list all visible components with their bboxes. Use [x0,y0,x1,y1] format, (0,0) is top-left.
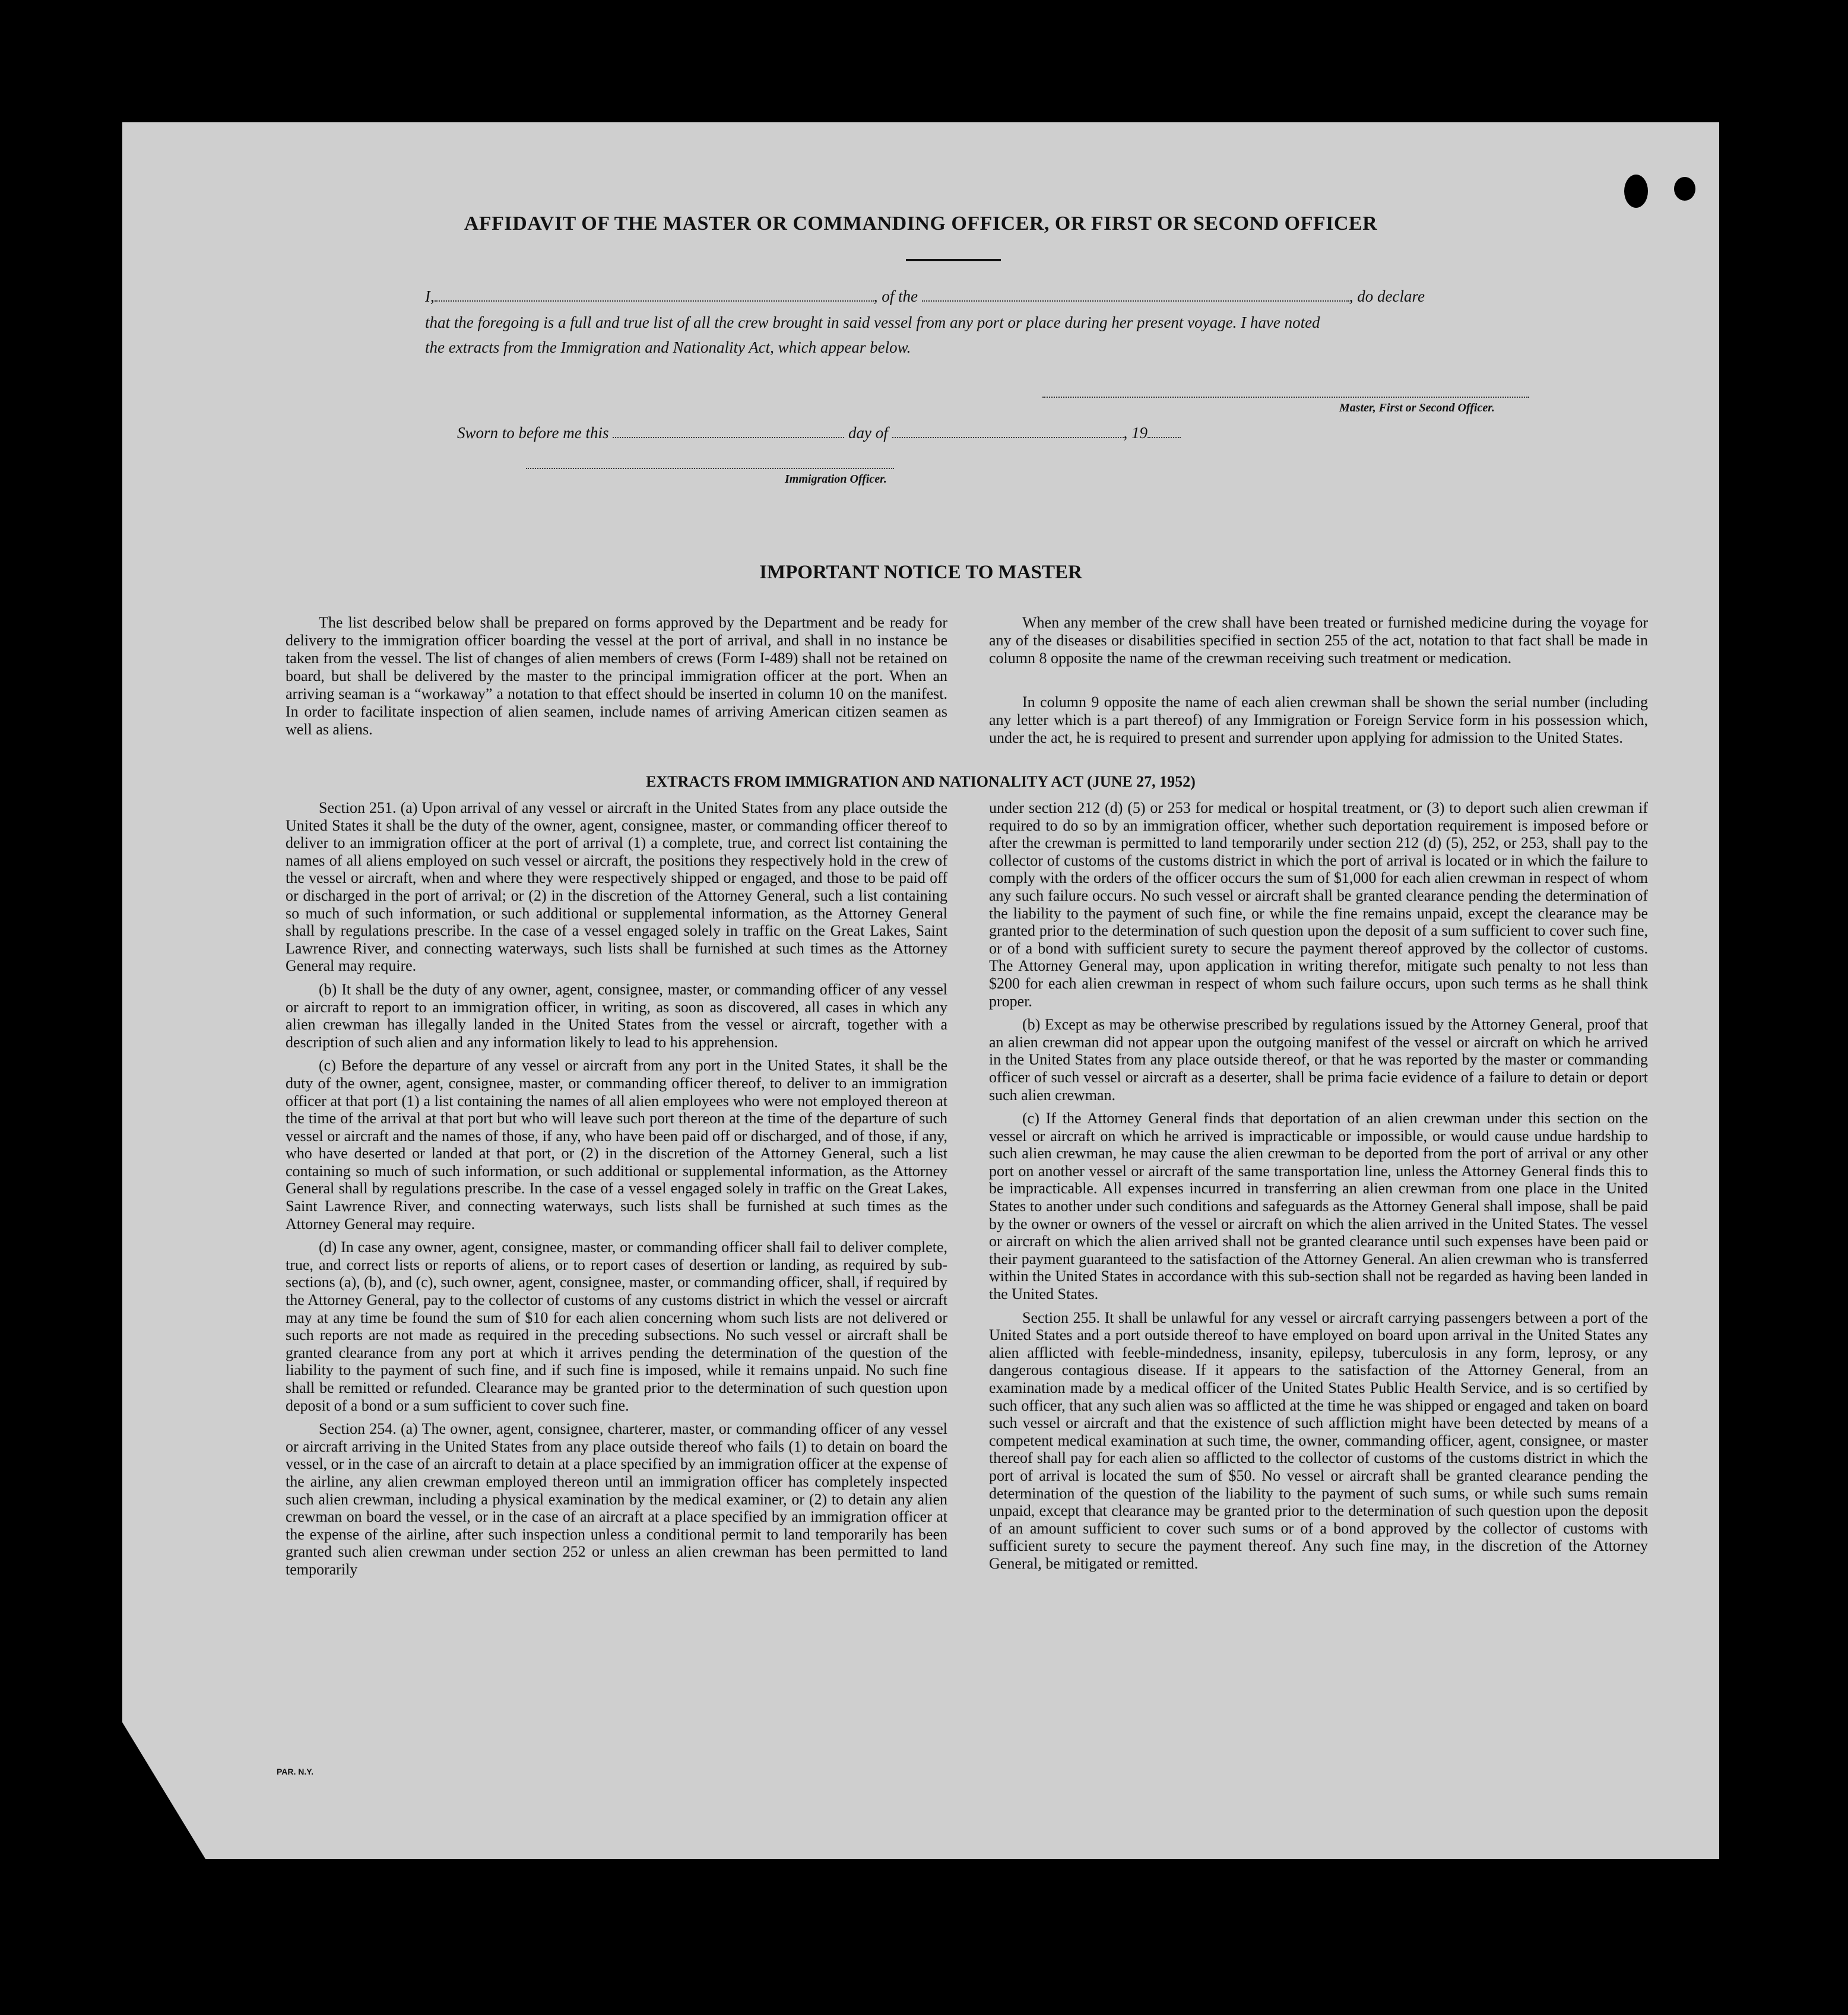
section-251-a: Section 251. (a) Upon arrival of any vessel or aircraft in the United States from any place outside the United States it shall be the duty of the owner, agent, consignee, master, or commanding officer thereof to deliver to an immigration officer at the port of arrival (1) a complete, true, and correct list containing the names of all aliens employed on such vessel or aircraft, the positions they respectively hold in the crew of the vessel or aircraft, when and where they were respectively shipped or engaged, and those to be paid off or discharged in the port of arrival; or (2) in the discretion of the Attorney General, such a list containing so much of such information, or such additional or supplemental information, as the Attorney General shall by regulations prescribe. In the case of a vessel engaged solely in traffic on the Great Lakes, Saint Lawrence River, and connecting waterways, such lists shall be furnished at such times as the Attorney General may require. [286,799,947,975]
section-254-a: Section 254. (a) The owner, agent, consignee, charterer, master, or commanding officer of any vessel or aircraft arriving in the United States from any place outside thereof who fails (1) to detain on board the vessel, or in the case of an aircraft to detain at a place specified by an immigration officer at the expense of the airline, any alien crewman employed thereon until an immigration officer has completely inspected such alien crewman, including a physical examination by the medical examiner, or (2) to detain any alien crewman on board the vessel, or in the case of an aircraft at a place specified by an immigration officer at the expense of the airline, after such inspection unless a conditional permit to land temporarily has been granted such alien crewman under section 252 or unless an alien crewman has been permitted to land temporarily [286,1420,947,1578]
section-251-d: (d) In case any owner, agent, consignee, master, or commanding officer shall fail to deliver complete, true, and correct lists or reports of aliens, or to report cases of desertion or landing, as required by sub-sections (a), (b), and (c), such owner, agent, consignee, master, or commanding officer, shall, if required by the Attorney General, pay to the collector of customs of any customs district in which the vessel or aircraft may at any time be found the sum of $10 for each alien concerning whom such lists are not delivered or such reports are not made as required in the preceding subsections. No such vessel or aircraft shall be granted clearance from any port at which it arrives pending the determination of the question of the liability to the payment of such fine, and if such fine is imposed, while it remains unpaid. No such fine shall be remitted or refunded. Clearance may be granted prior to the determination of such question upon deposit of a bond or a sum sufficient to cover such fine. [286,1238,947,1414]
punch-hole [1624,175,1648,208]
punch-hole [1674,177,1695,201]
vessel-blank[interactable] [922,300,1349,302]
declaration-do-declare: , do declare [1349,287,1425,305]
declaration-of-the: , of the [873,287,918,305]
section-254-c: (c) If the Attorney General finds that deportation of an alien crewman under this section on the vessel or aircraft on which he arrived is impracticable or impossible, or would cause undue hardship to such alien crewman, he may cause the alien crewman to be deported from the port of arrival or any other port on another vessel or aircraft of the same transportation line, unless the Attorney General finds this to be impracticable. All expenses incurred in transferring an alien crewman from one place in the United States to another under such conditions and safeguards as the Attorney General shall impose, shall be paid by the owner or owners of the vessel or aircraft on which the alien arrived in the United States. The vessel or aircraft on which the alien arrived shall not be granted clearance until such expenses have been paid or their payment guaranteed to the satisfaction of the Attorney General. An alien crewman who is transferred within the United States in accordance with this sub-section shall not be regarded as having been landed in the United States. [989,1110,1648,1303]
declaration-line-2: that the foregoing is a full and true list of all the crew brought in said vessel from any port or place during her present voyage. I have noted [425,313,1320,331]
declaration-line-1 [425,287,1425,306]
notice-left-paragraph: The list described below shall be prepared on forms approved by the Department and be ready for delivery to the immigration officer boarding the vessel at the port of arrival, and shall in no instance be taken from the vessel. The list of changes of alien members of crews (Form I-489) shall not be retained on board, but shall be delivered by the master to the principal immigration officer at the port. When an arriving seaman is a “workaway” a notation to that effect should be inserted in column 10 on the manifest. In order to facilitate inspection of alien seamen, include names of arriving American citizen seamen as well as aliens. [286,614,947,738]
notice-title: IMPORTANT NOTICE TO MASTER [759,562,1082,583]
master-signature-label: Master, First or Second Officer. [1339,401,1495,414]
section-251-b: (b) It shall be the duty of any owner, agent, consignee, master, or commanding officer of any vessel or aircraft to report to an immigration officer, in writing, as soon as discovered, all cases in which any alien crewman has illegally landed in the United States from the vessel or aircraft, together with a description of such alien and any information likely to lead to his apprehension. [286,980,947,1051]
extracts-title: EXTRACTS FROM IMMIGRATION AND NATIONALITY ACT (JUNE 27, 1952) [646,773,1196,790]
sworn-year: , 19 [1123,424,1148,442]
sworn-text: Sworn to before me this [457,424,609,442]
section-251-c: (c) Before the departure of any vessel or aircraft from any port in the United States, it shall be the duty of the owner, agent, consignee, master, or commanding officer thereof, to deliver to an immigration officer at that port (1) a list containing the names of all alien employees who were not employed thereon at the time of the arrival at that port but who will leave such port thereon at the time of the departure of such vessel or aircraft and the names of those, if any, who have been paid off or discharged, and of those, if any, who have deserted or landed at that port, or (2) in the discretion of the Attorney General, such a list containing so much of such information, or such additional or supplemental information, as the Attorney General shall by regulations prescribe. In the case of a vessel engaged solely in traffic on the Great Lakes, Saint Lawrence River, and connecting waterways, such lists shall be furnished at such times as the Attorney General may require. [286,1057,947,1233]
document-page [122,122,1719,1859]
declaration-i: I, [425,287,435,305]
notice-right-paragraph-2: In column 9 opposite the name of each alien crewman shall be shown the serial number (including any letter which is a part thereof) of any Immigration or Foreign Service form in his possession which, under the act, he is required to present and surrender upon applying for admission to the United States. [989,693,1648,746]
section-255: Section 255. It shall be unlawful for any vessel or aircraft carrying passengers between a port of the United States and a port outside thereof to have employed on board upon arrival in the United States any alien afflicted with feeble-mindedness, insanity, epilepsy, tuberculosis in any form, leprosy, or any dangerous contagious disease. If it appears to the satisfaction of the Attorney General, from an examination made by a medical officer of the United States Public Health Service, and is so certified by such officer, that any such alien was so afflicted at the time he was shipped or engaged and taken on board such vessel or aircraft and that the existence of such affliction might have been detected by means of a competent medical examination at such time, the owner, commanding officer, agent, consignee, or master thereof shall pay for each alien so afflicted to the collector of customs of the customs district in which the port of arrival is located the sum of $50. No vessel or aircraft shall be granted clearance pending the determination of the question of the liability to the payment of such sums, or while such sums remain unpaid, except that clearance may be granted prior to the determination of such question upon the deposit of an amount sufficient to cover such sums or of a bond approved by the collector of customs with sufficient surety to secure the payment thereof. Any such fine may, in the discretion of the Attorney General, be mitigated or remitted. [989,1309,1648,1572]
title-rule [906,259,1001,261]
section-254-b: (b) Except as may be otherwise prescribed by regulations issued by the Attorney General, proof that an alien crewman did not appear upon the outgoing manifest of the vessel or aircraft on which he arrived in the United States from any place outside thereof, or that he was reported by the master or commanding officer of such vessel or aircraft as a deserter, shall be prima facie evidence of a failure to detain or deport such alien crewman. [989,1016,1648,1104]
extracts-left-column [286,799,947,1585]
officer-signature-line[interactable] [526,468,894,469]
name-blank[interactable] [435,300,874,302]
extracts-right-column [989,799,1648,1579]
declaration-line-3: the extracts from the Immigration and Nationality Act, which appear below. [425,338,911,356]
sworn-day-blank[interactable] [613,436,844,438]
section-254-a-continued: under section 212 (d) (5) or 253 for medical or hospital treatment, or (3) to deport such alien crewman if required to do so by an immigration officer, whether such deportation requirement is imposed before or after the crewman is permitted to land temporarily under section 212 (d) (5), 252, or 253, shall pay to the collector of customs of the customs district in which the port of arrival is located or in which the failure to comply with the orders of the officer occurs the sum of $1,000 for each alien crewman in respect of whom any such failure occurs. No such vessel or aircraft shall be granted clearance pending the determination of the liability to the payment of such fine, or while the fine remains unpaid, except the clearance may be granted prior to the determination of such question upon the deposit of a sum sufficient to cover such fine, or of a bond with sufficient surety to secure the payment thereof approved by the collector of customs. The Attorney General may, upon application in writing therefor, mitigate such penalty to not less than $200 for each alien crewman in respect of whom such failure occurs, upon such terms as he shall think proper. [989,799,1648,1010]
sworn-day-of: day of [848,424,888,442]
form-print-code: PAR. N.Y. [277,1767,313,1776]
sworn-line [457,424,1181,442]
affidavit-title: AFFIDAVIT OF THE MASTER OR COMMANDING OFFICER, OR FIRST OR SECOND OFFICER [464,213,1378,235]
officer-signature-label: Immigration Officer. [785,473,887,486]
sworn-year-blank[interactable] [1148,436,1181,438]
sworn-month-blank[interactable] [892,436,1124,438]
notice-right-paragraph-1: When any member of the crew shall have been treated or furnished medicine during the voyage for any of the diseases or disabilities specified in section 255 of the act, notation to that fact shall be made in column 8 opposite the name of the crewman receiving such treatment or medication. [989,614,1648,667]
master-signature-line[interactable] [1042,397,1529,398]
